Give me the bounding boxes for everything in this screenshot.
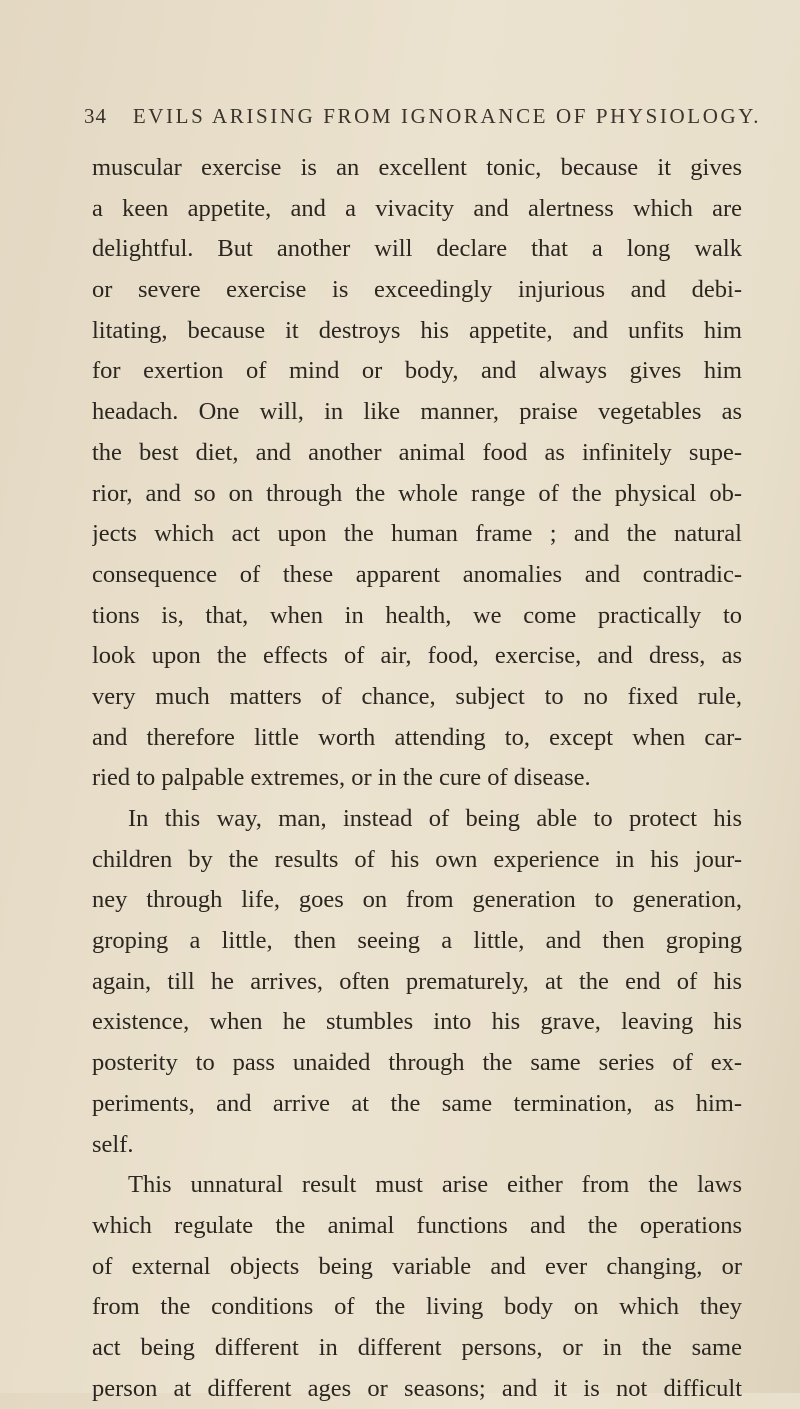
text-line: a keen appetite, and a vivacity and alertness which are bbox=[92, 194, 742, 222]
text-line: from the conditions of the living body on which they bbox=[92, 1293, 742, 1321]
text-line: person at different ages or seasons; and it is not difficult bbox=[92, 1374, 742, 1402]
text-line: of external objects being variable and ever changing, or bbox=[92, 1252, 742, 1280]
text-line: consequence of these apparent anomalies and contradic- bbox=[92, 560, 742, 588]
text-line: ried to palpable extremes, or in the cure of disease. bbox=[92, 764, 591, 792]
text-line: ney through life, goes on from generation to generation, bbox=[92, 886, 742, 914]
text-line: muscular exercise is an excellent tonic, because it gives bbox=[92, 154, 742, 181]
text-line: the best diet, and another animal food as infinitely supe- bbox=[92, 438, 742, 466]
text-line: periments, and arrive at the same termination, as him- bbox=[92, 1089, 742, 1117]
paragraph bbox=[92, 1165, 742, 1409]
paragraph bbox=[92, 799, 742, 1165]
text-line: groping a little, then seeing a little, and then groping bbox=[92, 927, 742, 955]
text-line: In this way, man, instead of being able to protect his bbox=[128, 805, 742, 832]
page-number: 34 bbox=[84, 104, 107, 128]
text-line: self. bbox=[92, 1130, 134, 1158]
text-line: look upon the effects of air, food, exercise, and dress, as bbox=[92, 642, 742, 670]
text-line: for exertion of mind or body, and always gives him bbox=[92, 357, 742, 385]
text-line: This unnatural result must arise either from the laws bbox=[128, 1171, 742, 1199]
text-line: and therefore little worth attending to, except when car- bbox=[92, 723, 742, 751]
text-line: again, till he arrives, often prematurely, at the end of his bbox=[92, 967, 742, 995]
text-line: litating, because it destroys his appetite, and unfits him bbox=[92, 316, 742, 344]
text-line: posterity to pass unaided through the same series of ex- bbox=[92, 1049, 742, 1077]
text-line: delightful. But another will declare that a long walk bbox=[92, 235, 742, 263]
text-line: or severe exercise is exceedingly injurious and debi- bbox=[92, 276, 742, 304]
text-line: which regulate the animal functions and the operations bbox=[92, 1211, 742, 1239]
text-line: children by the results of his own experience in his jour- bbox=[92, 845, 742, 873]
running-title: EVILS ARISING FROM IGNORANCE OF PHYSIOLOGY. bbox=[132, 104, 762, 128]
text-line: headach. One will, in like manner, praise vegetables as bbox=[92, 398, 742, 426]
running-head bbox=[84, 104, 764, 129]
text-line: rior, and so on through the whole range of the physical ob- bbox=[92, 479, 742, 507]
text-line: act being different in different persons, or in the same bbox=[92, 1333, 742, 1361]
paragraph bbox=[92, 148, 742, 799]
text-line: tions is, that, when in health, we come practically to bbox=[92, 601, 742, 629]
text-line: jects which act upon the human frame ; and the natural bbox=[92, 520, 742, 548]
text-line: very much matters of chance, subject to no fixed rule, bbox=[92, 682, 742, 710]
body-text bbox=[92, 148, 742, 1409]
text-line: existence, when he stumbles into his grave, leaving his bbox=[92, 1008, 742, 1036]
